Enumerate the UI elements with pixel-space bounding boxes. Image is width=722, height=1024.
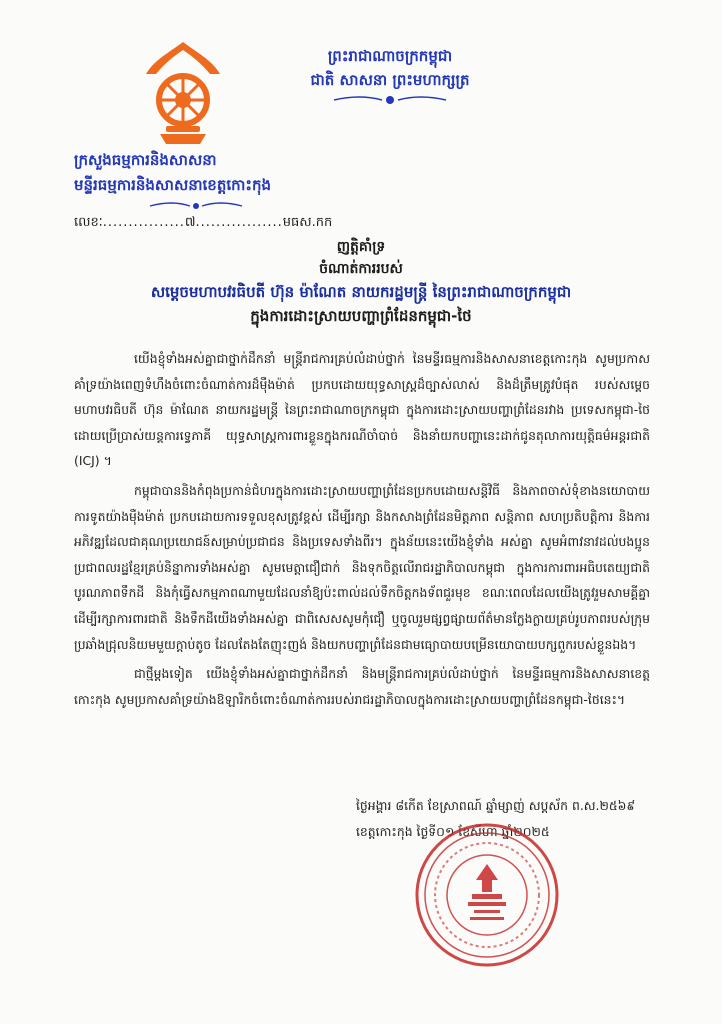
petition-body [74,346,650,716]
reference-suffix: មធស.កក [282,215,333,230]
reference-value: ៧ [184,215,196,230]
paragraph-3: ជាថ្មីម្តងទៀត យើងខ្ញុំទាំងអស់គ្នាជាថ្នាក់ដឹកនាំ និងមន្ត្រីរាជការគ្រប់លំដាប់ថ្នាក់ នៃមន្ទីរធម្មការនិងសាសនាខេត្តកោះកុង សូមប្រកាសគាំទ្រយ៉ាងឱឡារិកចំពោះចំណាត់ការរបស់រាជរដ្ឋាភិបាលក្នុងការដោះស្រាយបញ្ហាព្រំដែនកម្ពុជា-ថៃនេះ។ [74,666,650,707]
paragraph-1: យើងខ្ញុំទាំងអស់គ្នាជាថ្នាក់ដឹកនាំ មន្ត្រីរាជការគ្រប់លំដាប់ថ្នាក់ នៃមន្ទីរធម្មការនិងសាសនាខេត្តកោះកុង សូមប្រកាសគាំទ្រយ៉ាងពេញទំហឹងចំពោះចំណាត់ការដ៏ម៉ឺងម៉ាត់ ប្រកបដោយយុទ្ធសាស្ត្រដ៏ច្បាស់លាស់ និងដ៏ត្រឹមត្រូវបំផុត របស់សម្តេចមហាបវរធិបតី ហ៊ុន ម៉ាណែត នាយករដ្ឋមន្ត្រី នៃព្រះរាជាណាចក្រកម្ពុជា ក្នុងការដោះស្រាយបញ្ហាព្រំដែនរវាង ប្រទេសកម្ពុជា-ថៃ ដោយប្រើប្រាស់យន្តការទ្វេភាគី យុទ្ធសាស្ត្រការពារខ្លួនក្នុងករណីចាំបាច់ និងនាំយកបញ្ហានេះដាក់ជូនតុលាការយុត្តិធម៌អន្តរជាតិ (ICJ) ។ [74,351,650,469]
document-subtitle: ចំណាត់ការរបស់ [319,261,403,277]
paragraph-2: កម្ពុជាបាននិងកំពុងប្រកាន់ជំហរក្នុងការដោះស្រាយបញ្ហាព្រំដែនប្រកបដោយសន្តិវិធី និងភាពចាស់ទុំខាងនយោបាយការទូតយ៉ាងម៉ឺងម៉ាត់ ប្រកបដោយការទទួលខុសត្រូវខ្ពស់ ដើម្បីរក្សា និងកសាងព្រំដែនមិត្តភាព សន្តិភាព សហប្រតិបត្តិការ និងការអភិវឌ្ឍដែលជាគុណប្រយោជន៍សម្រាប់ប្រជាជន និងប្រទេសទាំងពីរ។ ក្នុងន័យនេះយើងខ្ញុំទាំង អស់គ្នា សូមអំពាវនាវដល់បងប្អូនប្រជាពលរដ្ឋខ្មែរគ្រប់និន្នាការទាំងអស់គ្នា សូមមេត្តាជឿជាក់ និងទុកចិត្តលើរាជរដ្ឋាភិបាលកម្ពុជា ក្នុងការការពារអធិបតេយ្យជាតិ បូរណភាពទឹកដី និងកុំធ្វើសកម្មភាពណាមួយដែលនាំឱ្យប៉ះពាល់ដល់ទឹកចិត្តកងទ័ពជួរមុខ ខណៈពេលដែលយើងត្រូវរួមសាមគ្គីគ្នា ដើម្បីរក្សាការពារជាតិ និងទឹកដីយើងទាំងអស់គ្នា ជាពិសេសសូមកុំជឿ ឬចូលរួមផ្សព្វផ្សាយព័ត៌មានក្លែងក្លាយគ្រប់រូបភាពរបស់ក្រុមប្រឆាំងជ្រុលនិយមមួយក្តាប់តូច ដែលតែងតែញុះញង់ និងយកបញ្ហាព្រំដែនជាមធ្យោបាយបម្រើនយោបាយបក្សពួករបស់ខ្លួនឯង។ [74,482,650,652]
document-title: ញត្តិគាំទ្រ [336,239,386,255]
ornament-divider-icon [148,199,244,213]
solar-date: ខេត្តកោះកុង ថ្ងៃទី០១ ខែសីហា ឆ្នាំ២០២៥ [356,824,550,839]
prime-minister-line: សម្តេចមហាបវរធិបតី ហ៊ុន ម៉ាណែត នាយករដ្ឋមន្ត្រី នៃព្រះរាជាណាចក្រកម្ពុជា [150,283,572,301]
kingdom-name: ព្រះរាជាណាចក្រកម្ពុជា [327,47,453,65]
lunar-date: ថ្ងៃអង្គារ ៨កើត ខែស្រាពណ៍ ឆ្នាំម្សាញ់ សប្តស័ក ព.ស.២៥៦៩ [356,798,636,813]
kingdom-motto [270,44,510,112]
issuer-block [74,148,271,198]
national-motto: ជាតិ សាសនា ព្រះមហាក្សត្រ [310,71,470,89]
reference-number: លេខៈ................៧.................មធស.កក [74,215,333,230]
ornament-divider-icon [330,92,450,108]
official-seal-icon [412,820,562,970]
department-name: មន្ទីរធម្មការនិងសាសនាខេត្តកោះកុង [74,176,272,194]
ministry-name: ក្រសួងធម្មការនិងសាសនា [74,151,217,169]
reference-label: លេខៈ [74,215,103,230]
royal-emblem-icon [140,38,226,148]
topic-line: ក្នុងការដោះស្រាយបញ្ហាព្រំដែនកម្ពុជា-ថៃ [250,307,472,325]
document-heading [60,236,662,328]
